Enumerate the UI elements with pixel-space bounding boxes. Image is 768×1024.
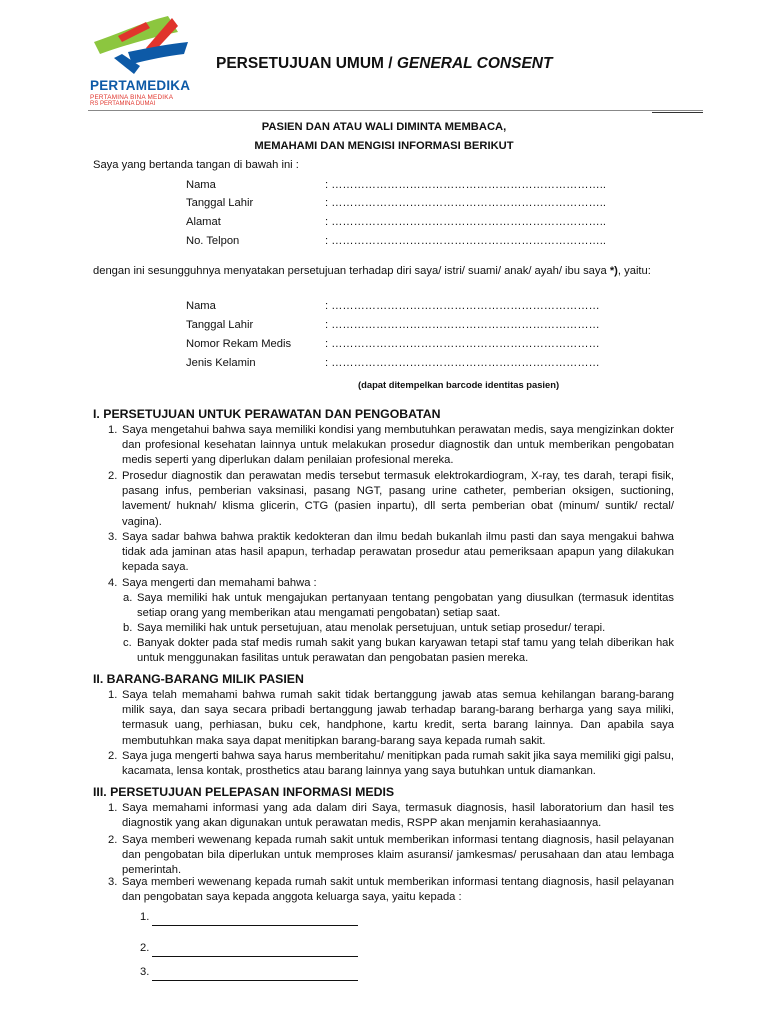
patient-input-rekam-medis[interactable]: : ……………………………………………………………… (325, 338, 600, 350)
item-number: 2. (108, 834, 118, 846)
instruction-heading-1: PASIEN DAN ATAU WALI DIMINTA MEMBACA, (261, 121, 507, 133)
family-blank-1[interactable] (140, 911, 149, 923)
item-text: Saya memberi wewenang kepada rumah sakit untuk memberikan informasi tentang diagnosis, hasil pelayanan dan pengobatan bila diperlukan untuk memproses klaim asuransi/ jamkesmas/ perusahaan dan atau lembaga pemerintah. (122, 834, 674, 877)
field-input-tanggal-lahir[interactable]: : ……………………………………………………………….. (325, 197, 606, 209)
item-number: 1. (108, 424, 118, 436)
instruction-heading-2: MEMAHAMI DAN MENGISI INFORMASI BERIKUT (254, 140, 514, 152)
blank-line (152, 956, 358, 957)
pertamedika-logo (88, 14, 198, 114)
title-main: PERSETUJUAN UMUM / (216, 55, 397, 72)
consent-statement (93, 265, 651, 277)
sub-item-letter: a. (123, 592, 133, 604)
item-number: 3. (108, 876, 118, 888)
section-2-title: II. BARANG-BARANG MILIK PASIEN (93, 672, 304, 686)
item-text: Saya mengerti dan memahami bahwa : (122, 577, 317, 589)
family-blank-2[interactable] (140, 942, 149, 954)
item-number: 2. (108, 470, 118, 482)
sub-item-text: Saya memiliki hak untuk persetujuan, atau menolak persetujuan, untuk setiap prosedur/ terapi. (137, 622, 606, 634)
list-item (108, 801, 674, 831)
statement-mark: *) (609, 265, 618, 277)
field-label-nama: Nama (186, 179, 216, 191)
family-blank-3[interactable] (140, 966, 149, 978)
item-text: Saya telah memahami bahwa rumah sakit tidak bertanggung jawab atas semua kehilangan barang-barang milik saya, dan saya secara pribadi bertanggung jawab terhadap barang-barang berharga yang saya miliki, termasuk uang, perhiasan, buku cek, handphone, kartu kredit, serta barang lainnya. Dan apabila saya membutuhkan maka saya dapat menitipkan barang-barang saya kepada rumah sakit. (122, 689, 674, 747)
patient-label-jenis-kelamin: Jenis Kelamin (186, 357, 256, 369)
sub-item-letter: b. (123, 622, 133, 634)
field-label-no-telpon: No. Telpon (186, 235, 240, 247)
blank-number: 1. (140, 911, 150, 923)
item-number: 4. (108, 577, 118, 589)
pertamedika-logo-icon (88, 14, 198, 80)
patient-input-nama[interactable]: : ……………………………………………………………… (325, 300, 600, 312)
list-item (108, 749, 674, 779)
sub-item-text: Banyak dokter pada staf medis rumah sakit yang bukan karyawan tetapi staf tamu yang telah diberikan hak untuk menggunakan fasilitas untuk perawatan dan pengobatan pasien mereka. (137, 637, 674, 665)
logo-subtitle: PERTAMINA BINA MEDIKA (90, 94, 174, 101)
logo-hospital: RS PERTAMINA DUMAI (90, 101, 156, 107)
sub-item-letter: c. (123, 637, 132, 649)
sub-list-item (123, 621, 674, 636)
sub-list-item (123, 636, 674, 666)
document-title (216, 55, 552, 73)
blank-line (152, 925, 358, 926)
item-number: 2. (108, 750, 118, 762)
title-italic: GENERAL CONSENT (396, 55, 553, 72)
list-item (108, 530, 674, 576)
blank-line (152, 980, 358, 981)
patient-input-jenis-kelamin[interactable]: : ……………………………………………………………… (325, 357, 600, 369)
patient-label-rekam-medis: Nomor Rekam Medis (186, 338, 292, 350)
statement-text: dengan ini sesungguhnya menyatakan persetujuan terhadap diri saya/ istri/ suami/ anak/ ayah/ ibu saya (93, 265, 610, 277)
field-label-alamat: Alamat (186, 216, 221, 228)
barcode-note: (dapat ditempelkan barcode identitas pasien) (358, 379, 560, 390)
section-1-title: I. PERSETUJUAN UNTUK PERAWATAN DAN PENGOBATAN (93, 407, 441, 421)
patient-input-tanggal-lahir[interactable]: : ……………………………………………………………… (325, 319, 600, 331)
item-text: Saya memberi wewenang kepada rumah sakit untuk memberikan informasi tentang diagnosis, hasil pelayanan dan pengobatan saya kepada anggota keluarga saya, yaitu kepada : (122, 876, 674, 904)
item-number: 3. (108, 531, 118, 543)
logo-name: PERTAMEDIKA (90, 78, 191, 93)
list-item (108, 688, 674, 749)
item-number: 1. (108, 689, 118, 701)
intro-text: Saya yang bertanda tangan di bawah ini : (93, 159, 299, 171)
list-item (108, 875, 674, 905)
sub-list-item (123, 591, 674, 621)
list-item (108, 423, 674, 469)
field-input-nama[interactable]: : ……………………………………………………………….. (325, 179, 606, 191)
list-item (108, 833, 674, 879)
sub-item-text: Saya memiliki hak untuk mengajukan pertanyaan tentang pengobatan yang diusulkan (termasuk identitas setiap orang yang memberikan atau mengamati pengobatan) setiap saat. (137, 592, 674, 620)
title-divider (88, 110, 703, 111)
field-input-alamat[interactable]: : ……………………………………………………………….. (325, 216, 606, 228)
patient-label-tanggal-lahir: Tanggal Lahir (186, 319, 254, 331)
blank-number: 3. (140, 966, 150, 978)
list-item (108, 469, 674, 530)
field-input-no-telpon[interactable]: : ……………………………………………………………….. (325, 235, 606, 247)
item-text: Prosedur diagnostik dan perawatan medis tersebut termasuk elektrokardiogram, X-ray, tes darah, terapi fisik, pasang infus, pemberian vaksinasi, pasang NGT, pasang urine catheter, pemberian oksigen, suctioning, lavement/ huknah/ klisma glicerin, CTG (pasien inpartu), dll serta pemberian obat (minum/ suntik/ rectal/ vagina). (122, 470, 674, 528)
statement-end: , yaitu: (617, 265, 651, 277)
item-number: 1. (108, 802, 118, 814)
patient-label-nama: Nama (186, 300, 216, 312)
item-text: Saya juga mengerti bahwa saya harus memberitahu/ menitipkan pada rumah sakit jika saya memiliki gigi palsu, kacamata, lensa kontak, prosthetics atau barang lainnya yang saya butuhkan untuk diamankan. (122, 750, 674, 778)
item-text: Saya memahami informasi yang ada dalam diri Saya, termasuk diagnosis, hasil laboratorium dan hasil tes diagnostik yang akan digunakan untuk perawatan medis, RSPP akan menjamin kerahasiaannya. (122, 802, 674, 830)
blank-number: 2. (140, 942, 150, 954)
list-item (108, 576, 674, 591)
title-divider-accent (652, 112, 703, 113)
field-label-tanggal-lahir: Tanggal Lahir (186, 197, 254, 209)
section-3-title: III. PERSETUJUAN PELEPASAN INFORMASI MEDIS (93, 785, 395, 799)
item-text: Saya mengetahui bahwa saya memiliki kondisi yang membutuhkan perawatan medis, saya mengizinkan dokter dan profesional kesehatan lainnya untuk melakukan prosedur diagnostik dan untuk memberikan pengobatan medis seperti yang diperlukan dalam penilaian profesional mereka. (122, 424, 674, 467)
item-text: Saya sadar bahwa bahwa praktik kedokteran dan ilmu bedah bukanlah ilmu pasti dan saya mengakui bahwa tidak ada jaminan atas hasil apapun, terhadap perawatan prosedur atau pemeriksaan apapun yang dilakukan kepada saya. (122, 531, 674, 574)
